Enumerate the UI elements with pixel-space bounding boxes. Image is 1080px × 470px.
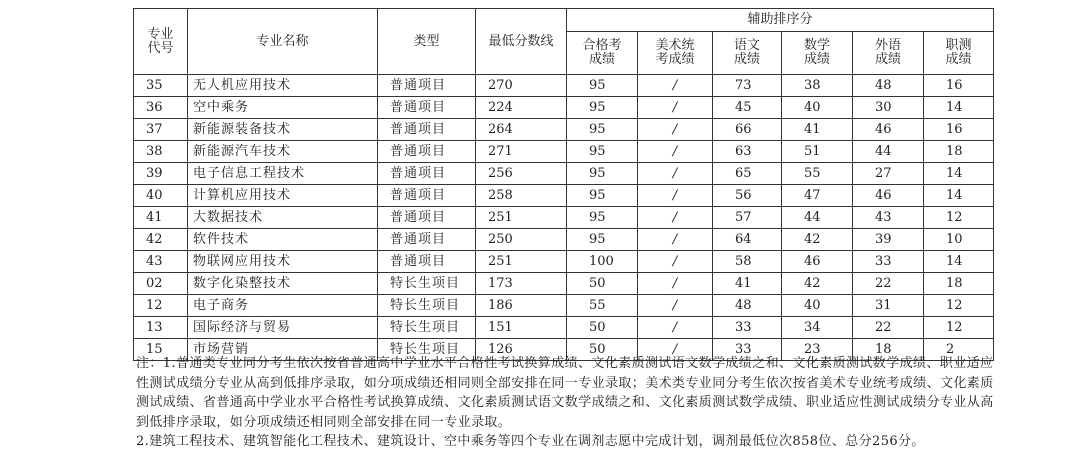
header-vocational-test: 职测成绩 (924, 32, 994, 75)
cell-code: 37 (134, 119, 188, 141)
header-aux-sort: 辅助排序分 (567, 9, 994, 32)
cell-math: 41 (782, 119, 853, 141)
cell-art-exam: / (638, 273, 713, 295)
cell-math: 47 (782, 185, 853, 207)
cell-math: 40 (782, 97, 853, 119)
cell-min-score: 256 (476, 163, 567, 185)
cell-min-score: 251 (476, 251, 567, 273)
cell-art-exam: / (638, 339, 713, 361)
cell-pass-exam: 50 (567, 273, 638, 295)
cell-name: 新能源装备技术 (188, 119, 378, 141)
header-chinese: 语文成绩 (713, 32, 782, 75)
cell-chinese: 56 (713, 185, 782, 207)
cell-vocational-test: 18 (924, 141, 994, 163)
cell-min-score: 264 (476, 119, 567, 141)
cell-min-score: 271 (476, 141, 567, 163)
table-row (134, 229, 994, 251)
cell-code: 43 (134, 251, 188, 273)
cell-name: 电子商务 (188, 295, 378, 317)
cell-type: 普通项目 (378, 163, 476, 185)
cell-pass-exam: 95 (567, 97, 638, 119)
cell-name: 无人机应用技术 (188, 75, 378, 97)
footnote-2: 2.建筑工程技术、建筑智能化工程技术、建筑设计、空中乘务等四个专业在调剂志愿中完成计划，调剂最低位次858位、总分256分。 (136, 434, 925, 449)
cell-vocational-test: 14 (924, 251, 994, 273)
header-art-exam: 美术统考成绩 (638, 32, 713, 75)
cell-code: 36 (134, 97, 188, 119)
cell-foreign-lang: 27 (853, 163, 924, 185)
table-row (134, 273, 994, 295)
cell-type: 特长生项目 (378, 317, 476, 339)
cell-name: 新能源汽车技术 (188, 141, 378, 163)
cell-vocational-test: 12 (924, 207, 994, 229)
cell-vocational-test: 12 (924, 295, 994, 317)
cell-math: 40 (782, 295, 853, 317)
cell-code: 35 (134, 75, 188, 97)
cell-type: 特长生项目 (378, 339, 476, 361)
cell-type: 普通项目 (378, 229, 476, 251)
cell-name: 软件技术 (188, 229, 378, 251)
cell-chinese: 64 (713, 229, 782, 251)
cell-art-exam: / (638, 295, 713, 317)
cell-art-exam: / (638, 75, 713, 97)
cell-chinese: 65 (713, 163, 782, 185)
cell-min-score: 224 (476, 97, 567, 119)
table-row (134, 119, 994, 141)
table-row (134, 185, 994, 207)
cell-foreign-lang: 33 (853, 251, 924, 273)
cell-chinese: 73 (713, 75, 782, 97)
cell-min-score: 126 (476, 339, 567, 361)
cell-code: 39 (134, 163, 188, 185)
cell-code: 15 (134, 339, 188, 361)
cell-pass-exam: 95 (567, 229, 638, 251)
cell-pass-exam: 95 (567, 163, 638, 185)
cell-type: 普通项目 (378, 119, 476, 141)
cell-foreign-lang: 18 (853, 339, 924, 361)
table-body (134, 75, 994, 361)
table-row (134, 97, 994, 119)
cell-math: 34 (782, 317, 853, 339)
score-table-container (133, 8, 993, 361)
table-header (134, 9, 994, 75)
cell-pass-exam: 95 (567, 119, 638, 141)
table-row (134, 75, 994, 97)
cell-name: 大数据技术 (188, 207, 378, 229)
cell-pass-exam: 95 (567, 141, 638, 163)
cell-art-exam: / (638, 251, 713, 273)
header-type: 类型 (378, 9, 476, 75)
cell-chinese: 33 (713, 339, 782, 361)
footnotes (120, 354, 1000, 452)
cell-art-exam: / (638, 317, 713, 339)
cell-type: 普通项目 (378, 251, 476, 273)
cell-math: 55 (782, 163, 853, 185)
header-name: 专业名称 (188, 9, 378, 75)
cell-foreign-lang: 22 (853, 273, 924, 295)
cell-min-score: 173 (476, 273, 567, 295)
cell-chinese: 33 (713, 317, 782, 339)
cell-chinese: 57 (713, 207, 782, 229)
table-row (134, 251, 994, 273)
table-row (134, 295, 994, 317)
cell-foreign-lang: 43 (853, 207, 924, 229)
cell-art-exam: / (638, 119, 713, 141)
cell-type: 普通项目 (378, 97, 476, 119)
cell-vocational-test: 14 (924, 97, 994, 119)
footnote-1: 注：1.普通类专业同分考生依次按省普通高中学业水平合格性考试换算成绩、文化素质测试语文数学成绩之和、文化素质测试数学成绩、职业适应性测试成绩分专业从高到低排序录取，如分项成绩还相同则全部安排在同一专业录取；美术类专业同分考生依次按省美术专业统考成绩、文化素质测试成绩、省普通高中学业水平合格性考试换算成绩、文化素质测试语文数学成绩之和、文化素质测试数学成绩、职业适应性测试成绩分专业从高到低排序录取，如分项成绩还相同则全部安排在同一专业录取。 (136, 356, 994, 430)
cell-chinese: 58 (713, 251, 782, 273)
cell-chinese: 48 (713, 295, 782, 317)
cell-vocational-test: 18 (924, 273, 994, 295)
cell-foreign-lang: 48 (853, 75, 924, 97)
cell-name: 物联网应用技术 (188, 251, 378, 273)
cell-chinese: 45 (713, 97, 782, 119)
cell-min-score: 151 (476, 317, 567, 339)
cell-foreign-lang: 46 (853, 119, 924, 141)
cell-vocational-test: 2 (924, 339, 994, 361)
cell-math: 51 (782, 141, 853, 163)
cell-math: 42 (782, 229, 853, 251)
cell-min-score: 270 (476, 75, 567, 97)
admission-score-table (133, 8, 994, 361)
cell-code: 41 (134, 207, 188, 229)
cell-type: 特长生项目 (378, 273, 476, 295)
cell-code: 13 (134, 317, 188, 339)
cell-chinese: 63 (713, 141, 782, 163)
cell-vocational-test: 16 (924, 119, 994, 141)
cell-math: 44 (782, 207, 853, 229)
cell-chinese: 66 (713, 119, 782, 141)
table-row (134, 317, 994, 339)
cell-foreign-lang: 46 (853, 185, 924, 207)
cell-name: 空中乘务 (188, 97, 378, 119)
header-math: 数学成绩 (782, 32, 853, 75)
header-min-score: 最低分数线 (476, 9, 567, 75)
cell-type: 普通项目 (378, 185, 476, 207)
table-row (134, 141, 994, 163)
header-pass-exam: 合格考成绩 (567, 32, 638, 75)
cell-art-exam: / (638, 229, 713, 251)
cell-pass-exam: 55 (567, 295, 638, 317)
cell-pass-exam: 50 (567, 317, 638, 339)
cell-type: 普通项目 (378, 207, 476, 229)
cell-type: 普通项目 (378, 75, 476, 97)
cell-type: 普通项目 (378, 141, 476, 163)
cell-vocational-test: 12 (924, 317, 994, 339)
cell-art-exam: / (638, 163, 713, 185)
cell-code: 12 (134, 295, 188, 317)
cell-foreign-lang: 39 (853, 229, 924, 251)
header-code: 专业代号 (134, 9, 188, 75)
cell-foreign-lang: 31 (853, 295, 924, 317)
cell-vocational-test: 14 (924, 185, 994, 207)
cell-name: 计算机应用技术 (188, 185, 378, 207)
cell-math: 46 (782, 251, 853, 273)
cell-foreign-lang: 22 (853, 317, 924, 339)
cell-vocational-test: 10 (924, 229, 994, 251)
cell-art-exam: / (638, 141, 713, 163)
cell-code: 38 (134, 141, 188, 163)
cell-chinese: 41 (713, 273, 782, 295)
cell-vocational-test: 16 (924, 75, 994, 97)
cell-code: 40 (134, 185, 188, 207)
cell-math: 42 (782, 273, 853, 295)
cell-code: 02 (134, 273, 188, 295)
header-foreign-lang: 外语成绩 (853, 32, 924, 75)
cell-name: 数字化染整技术 (188, 273, 378, 295)
cell-name: 市场营销 (188, 339, 378, 361)
cell-min-score: 186 (476, 295, 567, 317)
cell-art-exam: / (638, 97, 713, 119)
cell-code: 42 (134, 229, 188, 251)
cell-name: 电子信息工程技术 (188, 163, 378, 185)
cell-art-exam: / (638, 207, 713, 229)
cell-name: 国际经济与贸易 (188, 317, 378, 339)
cell-pass-exam: 95 (567, 207, 638, 229)
cell-math: 38 (782, 75, 853, 97)
cell-pass-exam: 95 (567, 75, 638, 97)
cell-art-exam: / (638, 185, 713, 207)
cell-type: 特长生项目 (378, 295, 476, 317)
table-row (134, 163, 994, 185)
cell-foreign-lang: 44 (853, 141, 924, 163)
cell-pass-exam: 100 (567, 251, 638, 273)
cell-math: 23 (782, 339, 853, 361)
cell-vocational-test: 14 (924, 163, 994, 185)
cell-min-score: 251 (476, 207, 567, 229)
cell-pass-exam: 50 (567, 339, 638, 361)
cell-min-score: 258 (476, 185, 567, 207)
cell-pass-exam: 95 (567, 185, 638, 207)
table-row (134, 207, 994, 229)
cell-foreign-lang: 30 (853, 97, 924, 119)
cell-min-score: 250 (476, 229, 567, 251)
